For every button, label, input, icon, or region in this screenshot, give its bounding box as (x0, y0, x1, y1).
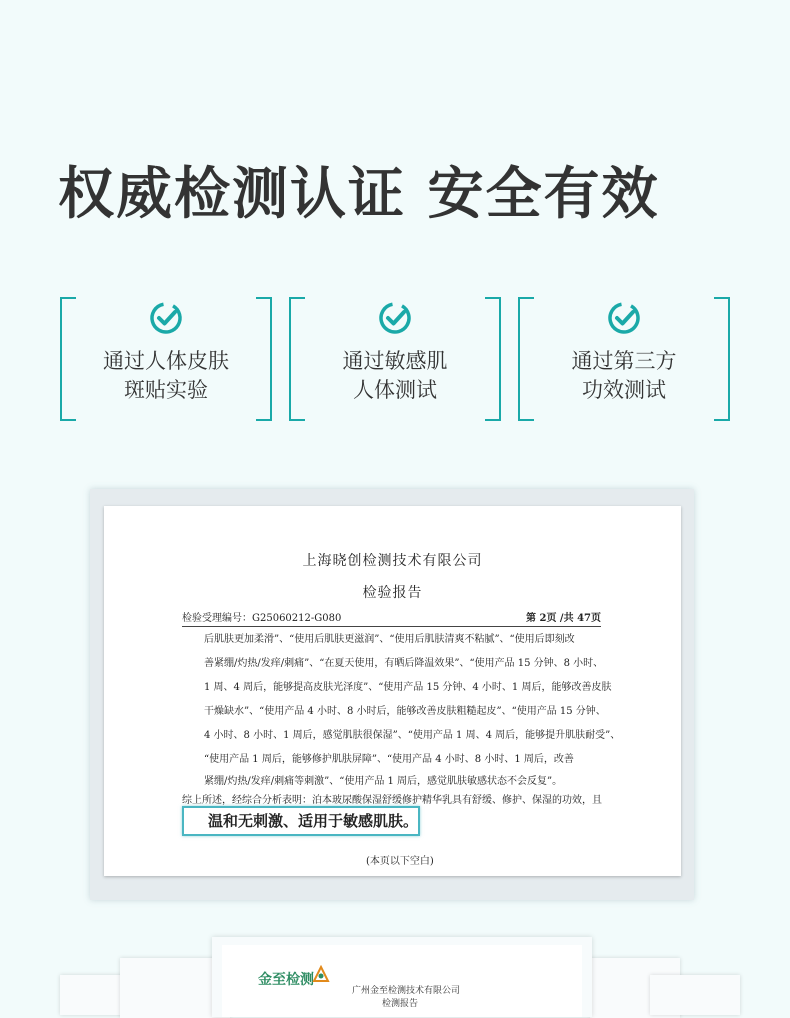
check-circle-icon (607, 301, 641, 335)
badge-skin-patch-test (60, 297, 272, 421)
lower-report-frame (212, 937, 592, 1017)
report-line: 紧绷/灼热/发痒/刺痛等刺激”、“使用产品 1 周后，感觉肌肤敏感状态不会反复”。 (204, 776, 563, 787)
badge-line1: 通过敏感肌 (342, 349, 448, 373)
badge-sensitive-skin-test (289, 297, 501, 421)
report-title: 检验报告 (362, 585, 423, 601)
side-report-card-right-2 (650, 975, 740, 1015)
badge-line2: 斑贴实验 (124, 378, 208, 402)
badge-line2: 人体测试 (353, 378, 437, 402)
badge-line1: 通过人体皮肤 (103, 349, 229, 373)
check-circle-icon (149, 301, 183, 335)
receipt-number: 检验受理编号：G25060212-G080 (182, 613, 342, 624)
report-meta-row (182, 609, 601, 627)
lab-logo-text: 金至检测 (258, 972, 314, 988)
report-line: 1 周、4 周后，能够提高皮肤光泽度”、“使用产品 15 分钟、4 小时、1 周后，能够改善皮肤 (204, 682, 612, 693)
report-line: 4 小时、8 小时、1 周后，感觉肌肤很保湿”、“使用产品 1 周、4 周后，能够提升肌肤耐受”、 (204, 730, 621, 741)
lab-logo-icon (312, 965, 330, 983)
highlight-conclusion: 温和无刺激、适用于敏感肌肤。 (182, 806, 420, 836)
report-page (104, 506, 681, 876)
report-company: 上海晓创检测技术有限公司 (302, 553, 483, 569)
check-circle-icon (378, 301, 412, 335)
page-headline: 权威检测认证 安全有效 (58, 162, 660, 227)
badge-line1: 通过第三方 (571, 349, 677, 373)
report-summary: 综上所述，经综合分析表明：泊本玻尿酸保湿舒缓修护精华乳具有舒缓、修护、保湿的功效，且 (182, 795, 602, 806)
page-number: 第 2页 /共 47页 (526, 613, 601, 624)
report-line: 干燥缺水”、“使用产品 4 小时、8 小时后，能够改善皮肤粗糙起皮”、“使用产品 15 分钟、 (204, 706, 606, 717)
badge-third-party-test (518, 297, 730, 421)
blank-page-note: (本页以下空白) (366, 856, 434, 867)
report-document-frame (90, 489, 694, 900)
report-line: 善紧绷/灼热/发痒/刺痛”、“在夏天使用，有晒后降温效果”、“使用产品 15 分钟、8 小时、 (204, 658, 604, 669)
report-line: “使用产品 1 周后，能够修护肌肤屏障”、“使用产品 4 小时、8 小时、1 周后，改善 (204, 754, 574, 765)
report-line: 后肌肤更加柔滑”、“使用后肌肤更滋润”、“使用后肌肤清爽不粘腻”、“使用后即刻改 (204, 634, 575, 645)
lower-report-company: 广州金至检测技术有限公司 (352, 986, 461, 996)
badge-line2: 功效测试 (582, 378, 666, 402)
lower-report-page (222, 945, 582, 1017)
lower-report-title: 检测报告 (382, 999, 419, 1009)
